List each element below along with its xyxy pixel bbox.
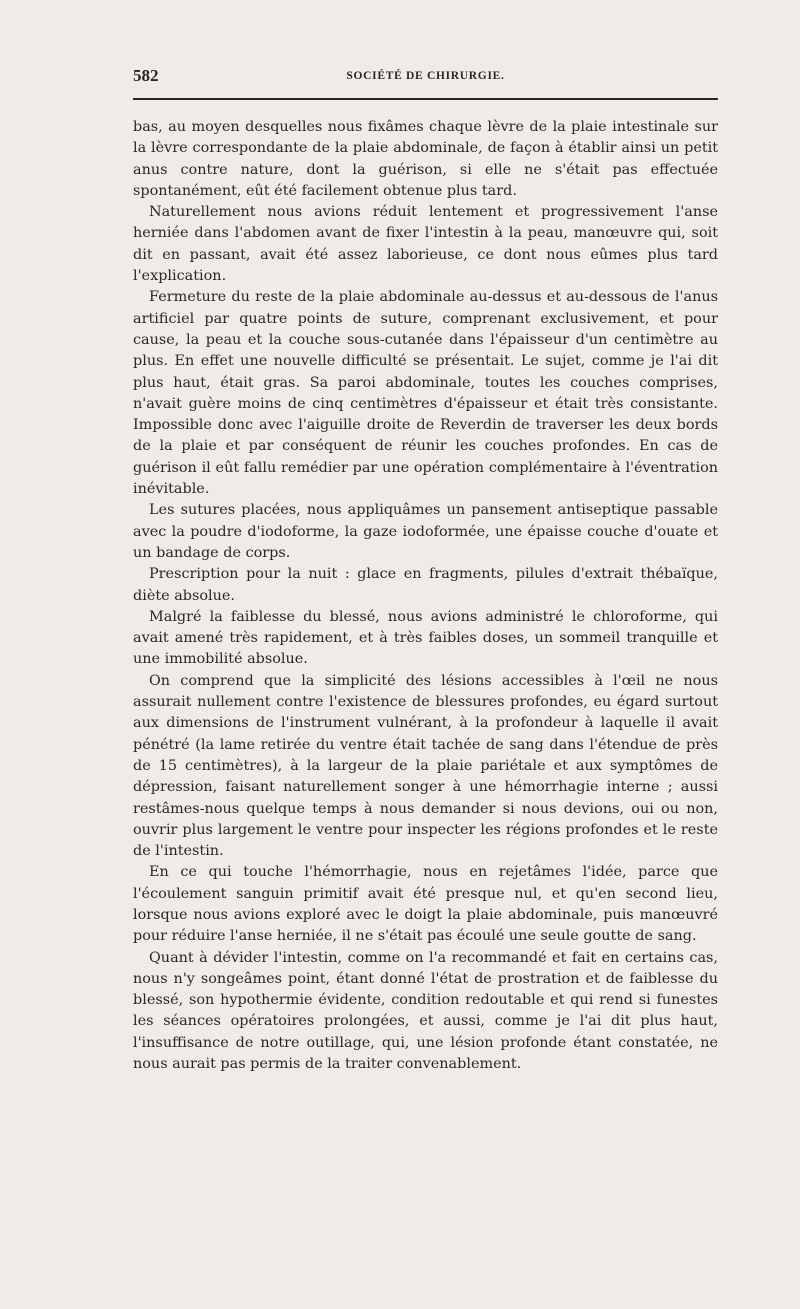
paragraph: Naturellement nous avions réduit lentement et progressivement l'anse herniée dans l'abdomen avant de fixer l'intestin à la peau, manœuvre qui, soit dit en passant, avait été assez laborieuse, ce dont nous eûmes plus tard l'explication. [133,204,718,285]
paragraph: En ce qui touche l'hémorrhagie, nous en rejetâmes l'idée, parce que l'écoulement sanguin primitif avait été presque nul, et qu'en second lieu, lorsque nous avions exploré avec le doigt la plaie abdominale, puis manœuvré pour réduire l'anse herniée, il ne s'était pas écoulé une seule goutte de sang. [133,864,718,945]
paragraph: On comprend que la simplicité des lésions accessibles à l'œil ne nous assurait nullement contre l'existence de blessures profondes, eu égard surtout aux dimensions de l'instrument vulnérant, à la profondeur à laquelle il avait pénétré (la lame retirée du ventre était tachée de sang dans l'étendue de près de 15 centimètres), à la largeur de la plaie pariétale et aux symptômes de dépression, faisant naturellement songer à une hémorrhagie interne ; aussi restâmes-nous quelque temps à nous demander si nous devions, oui ou non, ouvrir plus largement le ventre pour inspecter les régions profondes et le reste de l'intestin. [133,672,718,860]
page-header [133,66,718,90]
paragraph: bas, au moyen desquelles nous fixâmes chaque lèvre de la plaie intestinale sur la lèvre correspondante de la plaie abdominale, de façon à établir ainsi un petit anus contre nature, dont la guérison, si elle ne s'était pas effectuée spontanément, eût été facilement obtenue plus tard. [133,119,718,199]
body-text [133,117,718,1075]
paragraph: Les sutures placées, nous appliquâmes un pansement antiseptique passable avec la poudre d'iodoforme, la gaze iodoformée, une épaisse couche d'ouate et un bandage de corps. [133,502,718,561]
header-rule [133,98,718,100]
running-title: SOCIÉTÉ DE CHIRURGIE. [346,70,505,82]
paragraph: Prescription pour la nuit : glace en fragments, pilules d'extrait thébaïque, diète absolue. [133,566,718,604]
paragraph: Malgré la faiblesse du blessé, nous avions administré le chloroforme, qui avait amené très rapidement, et à très faibles doses, un sommeil tranquille et une immobilité absolue. [133,608,718,668]
paragraph: Quant à dévider l'intestin, comme on l'a recommandé et fait en certains cas, nous n'y songeâmes point, étant donné l'état de prostration et de faiblesse du blessé, son hypothermie évidente, condition redoutable et qui rend si funestes les séances opératoires prolongées, et aussi, comme je l'ai dit plus haut, l'insuffisance de notre outillage, qui, une lésion profonde étant constatée, ne nous aurait pas permis de la traiter convenablement. [133,949,718,1073]
paragraph: Fermeture du reste de la plaie abdominale au-dessus et au-dessous de l'anus artificiel par quatre points de suture, comprenant exclusivement, et pour cause, la peau et la couche sous-cutanée dans l'épaisseur d'un centimètre au plus. En effet une nouvelle difficulté se présentait. Le sujet, comme je l'ai dit plus haut, était gras. Sa paroi abdominale, toutes les couches comprises, n'avait guère moins de cinq centimètres d'épaisseur et était très consistante. Impossible donc avec l'aiguille droite de Reverdin de traverser les deux bords de la plaie et par conséquent de réunir les couches profondes. En cas de guérison il eût fallu remédier par une opération complémentaire à l'éventration inévitable. [133,289,718,498]
page-number: 582 [133,66,159,85]
